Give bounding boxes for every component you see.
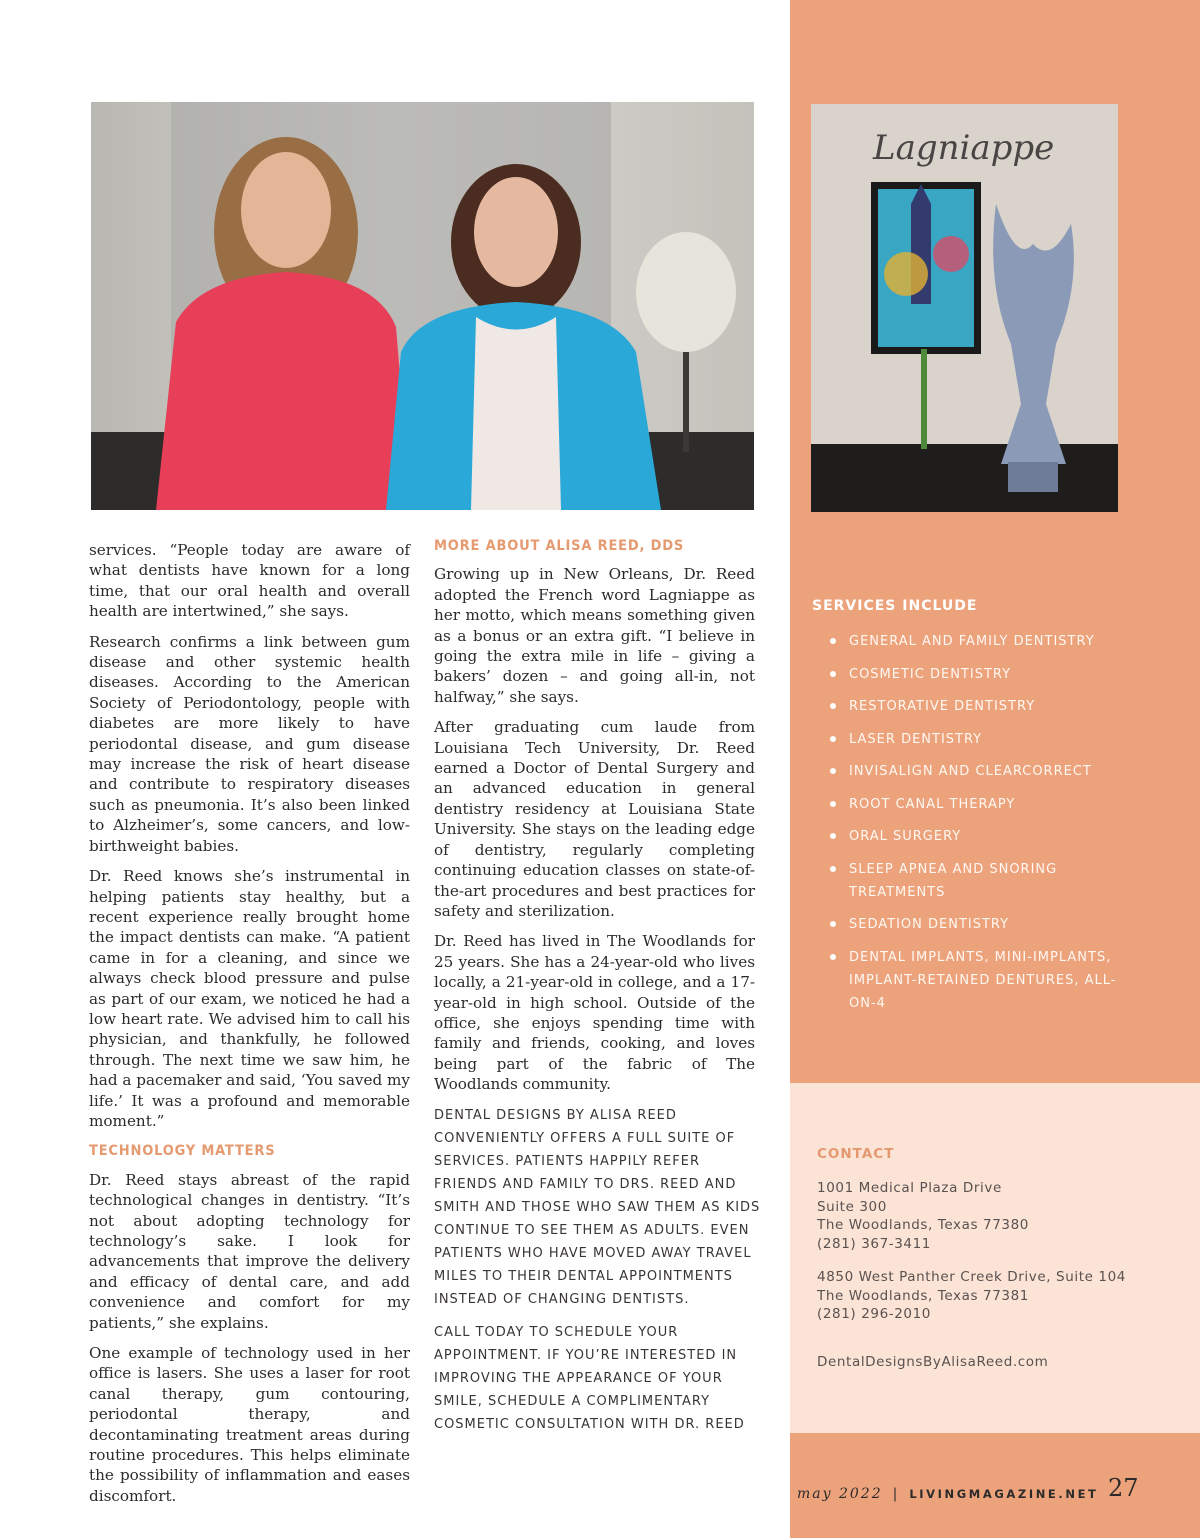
bullet-icon (830, 801, 836, 807)
phone-number[interactable]: (281) 296-2010 (817, 1306, 931, 1323)
services-list (830, 630, 1130, 1024)
lagniappe-sign: Lagniappe (873, 128, 1055, 168)
service-label: RESTORATIVE DENTISTRY (849, 699, 1036, 714)
address-line: 1001 Medical Plaza Drive (817, 1180, 1002, 1196)
phone-number[interactable]: (281) 367-3411 (817, 1235, 931, 1252)
bullet-icon (830, 954, 836, 960)
service-label: SEDATION DENTISTRY (849, 917, 1010, 932)
callout-schedule: CALL TODAY TO SCHEDULE YOUR APPOINTMENT. IF YOU’RE INTERESTED IN IMPROVING THE APPEARANCE OF YOUR SMILE, SCHEDULE A COMPLIMENTARY COSMETIC CONSULTATION WITH DR. REED (434, 1325, 745, 1432)
bullet-icon (830, 768, 836, 774)
bullet-icon (830, 638, 836, 644)
website-link-wrap (817, 1353, 1157, 1372)
footer-issue-line (797, 1486, 1098, 1502)
bullet-icon (830, 833, 836, 839)
paragraph: After graduating cum laude from Louisiana Tech University, Dr. Reed earned a Doctor of Dental Surgery and an advanced education in general dentistry residency at Louisiana State University. She stays on the leading edge of dentistry, regularly completing continuing education classes on state-of-the-art procedures and best practices for safety and sterilization. (434, 718, 755, 920)
address-line: The Woodlands, Texas 77380 (817, 1217, 1029, 1234)
page-number: 27 (1108, 1474, 1139, 1502)
address-line: Suite 300 (817, 1198, 887, 1215)
address-line: 4850 West Panther Creek Drive, Suite 104 (817, 1269, 1126, 1285)
contact-location-2 (817, 1268, 1157, 1324)
list-item (830, 728, 1130, 751)
paragraph: Research confirms a link between gum disease and other systemic health diseases. According to the American Society of Periodontology, people with diabetes are more likely to have periodontal disease, and gum disease may increase the risk of heart disease and contribute to respiratory diseases such as pneumonia. It’s also been linked to Alzheimer’s, some cancers, and low-birthweight babies. (89, 632, 410, 855)
bullet-icon (830, 866, 836, 872)
left-column (89, 540, 410, 1516)
service-label: LASER DENTISTRY (849, 731, 983, 747)
paragraph: Dr. Reed has lived in The Woodlands for 25 years. She has a 24-year-old who lives locally, a 21-year-old in college, and a 17-year-old in high school. Outside of the office, she enjoys spending time with family and friends, cooking, and loves being part of the fabric of The Woodlands community. (434, 932, 755, 1094)
paragraph: Dr. Reed stays abreast of the rapid technological changes in dentistry. “It’s not about adopting technology for technology’s sake. I look for advancements that improve the delivery and efficacy of dental care, and add convenience and comfort for my patients,” she explains. (89, 1170, 410, 1332)
list-item (830, 663, 1130, 686)
service-label: SLEEP APNEA AND SNORING TREATMENTS (849, 861, 1058, 900)
bullet-icon (830, 736, 836, 742)
bullet-icon (830, 921, 836, 927)
bullet-icon (830, 703, 836, 709)
list-item (830, 760, 1130, 783)
callout-block (434, 1104, 764, 1446)
office-photo (811, 104, 1118, 512)
paragraph: Growing up in New Orleans, Dr. Reed adopted the French word Lagniappe as her motto, which means something given as a bonus or an extra gift. “I believe in going the extra mile in life – giving a bakers’ dozen – and going all-in, not halfway,” she says. (434, 565, 755, 706)
contact-location-1 (817, 1179, 1157, 1253)
service-label: DENTAL IMPLANTS, MINI-IMPLANTS, IMPLANT-RETAINED DENTURES, ALL-ON-4 (849, 949, 1117, 1011)
callout-services: DENTAL DESIGNS BY ALISA REED CONVENIENTLY OFFERS A FULL SUITE OF SERVICES. PATIENTS HAPPILY REFER FRIENDS AND FAMILY TO DRS. REED AND SMITH AND THOSE WHO SAW THEM AS KIDS CONTINUE TO SEE THEM AS ADULTS. EVEN PATIENTS WHO HAVE MOVED AWAY TRAVEL MILES TO THEIR DENTAL APPOINTMENTS INSTEAD OF CHANGING DENTISTS. (434, 1108, 761, 1307)
website-link[interactable]: DentalDesignsByAlisaReed.com (817, 1354, 1049, 1370)
list-item (830, 858, 1130, 904)
main-photo (91, 102, 754, 510)
contact-heading: CONTACT (817, 1146, 895, 1162)
footer-site-link[interactable]: LIVINGMAGAZINE.NET (909, 1487, 1099, 1501)
list-item (830, 913, 1130, 936)
service-label: GENERAL AND FAMILY DENTISTRY (849, 634, 1095, 649)
paragraph: One example of technology used in her office is lasers. She uses a laser for root canal therapy, gum contouring, periodontal therapy, and decontaminating treatment areas during routine procedures. This helps eliminate the possibility of inflammation and eases discomfort. (89, 1344, 410, 1505)
bullet-icon (830, 671, 836, 677)
issue-date: may 2022 (797, 1486, 883, 1502)
list-item (830, 695, 1130, 718)
section-heading-technology: TECHNOLOGY MATTERS (89, 1143, 276, 1160)
list-item (830, 793, 1130, 816)
service-label: ROOT CANAL THERAPY (849, 796, 1016, 812)
service-label: INVISALIGN AND CLEARCORRECT (849, 764, 1092, 779)
list-item (830, 946, 1130, 1015)
middle-column (434, 536, 755, 1105)
section-heading-about: MORE ABOUT ALISA REED, DDS (434, 538, 685, 554)
service-label: ORAL SURGERY (849, 829, 962, 844)
contact-panel (790, 1083, 1200, 1433)
paragraph: Dr. Reed knows she’s instrumental in helping patients stay healthy, but a recent experience really brought home the impact dentists can make. “A patient came in for a cleaning, and since we always check blood pressure and pulse as part of our exam, we noticed he had a low heart rate. We advised him to call his physician, and thankfully, he followed through. The next time we saw him, he had a pacemaker and said, ‘You saved my life.’ It was a profound and memorable moment.” (89, 867, 410, 1130)
address-line: The Woodlands, Texas 77381 (817, 1287, 1029, 1304)
list-item (830, 825, 1130, 848)
paragraph: services. “People today are aware of what dentists have known for a long time, that our oral health and overall health are intertwined,” she says. (89, 541, 410, 621)
services-heading: SERVICES INCLUDE (812, 598, 978, 614)
footer-separator: | (892, 1486, 900, 1502)
service-label: COSMETIC DENTISTRY (849, 666, 1012, 682)
list-item (830, 630, 1130, 653)
